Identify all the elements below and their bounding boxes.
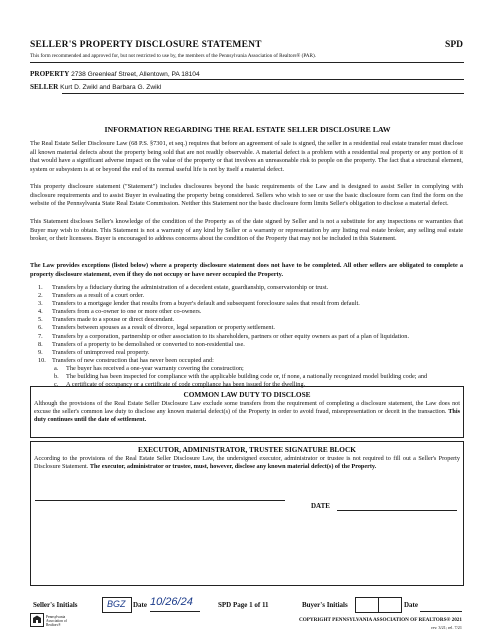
section-title: INFORMATION REGARDING THE REAL ESTATE SELLER DISCLOSURE LAW — [104, 125, 391, 134]
sub-exception-letter: a. — [54, 364, 59, 372]
exception-text: Transfers by a fiduciary during the administration of a decedent estate, guardianship, conservatorship or trust. — [52, 284, 329, 291]
exception-number: 9. — [38, 348, 43, 356]
property-field — [30, 70, 200, 78]
property-label: PROPERTY — [30, 70, 70, 78]
exception-item — [38, 292, 463, 300]
document-subtitle: This form recommended and approved for, but not restricted to use by, the members of the Pennsylvania Association of Realtors® (PAR). — [30, 53, 317, 59]
seller-underline — [62, 93, 464, 94]
executor-title: EXECUTOR, ADMINISTRATOR, TRUSTEE SIGNATURE BLOCK — [138, 445, 356, 454]
exception-number: 8. — [38, 340, 43, 348]
exception-text: Transfers between spouses as a result of divorce, legal separation or property settlement. — [52, 324, 275, 332]
sub-exception-text: The buyer has received a one-year warranty covering the construction; — [66, 364, 244, 372]
exception-number: 4. — [38, 308, 43, 316]
executor-date-line[interactable] — [337, 510, 457, 511]
exception-number: 7. — [38, 332, 43, 340]
exception-item — [38, 316, 463, 324]
sub-exception-item — [38, 373, 463, 381]
exception-item — [38, 341, 463, 349]
buyer-initials-label: Buyer's Initials — [302, 601, 348, 609]
exception-text: Transfers made to a spouse or direct descendant. — [52, 316, 175, 324]
exception-number: 3. — [38, 300, 43, 308]
exception-item — [38, 308, 463, 316]
executor-date-label: DATE — [311, 502, 330, 510]
logo-caption: Pennsylvania Association of Realtors® — [46, 615, 67, 628]
exception-text: Transfers of new construction that has never been occupied and: — [52, 356, 214, 364]
form-code: SPD — [445, 40, 463, 50]
page-indicator: SPD Page 1 of 11 — [218, 601, 269, 609]
property-underline — [72, 79, 464, 80]
seller-initials-label: Seller's Initials — [33, 601, 78, 609]
exception-text: Transfers of a property to be demolished or converted to non-residential use. — [52, 340, 245, 348]
common-law-title: COMMON LAW DUTY TO DISCLOSE — [183, 390, 311, 399]
exception-number: 2. — [38, 292, 43, 300]
exception-item — [38, 333, 463, 341]
document-title: SELLER'S PROPERTY DISCLOSURE STATEMENT — [30, 40, 262, 50]
exception-number: 6. — [38, 324, 43, 332]
seller-date-line[interactable] — [150, 611, 200, 612]
sub-exception-text: A certificate of occupancy or a certificate of code compliance has been issued for the dwelling. — [66, 381, 306, 389]
exception-text: Transfers from a co-owner to one or more other co-owners. — [52, 308, 202, 316]
exception-text: Transfers by a corporation, partnership or other association to its shareholders, partners or other equity owners as part of a plan of liquidation. — [52, 332, 410, 340]
sub-exception-item — [38, 365, 463, 373]
seller-field — [30, 83, 161, 91]
exception-text: Transfers of unimproved real property. — [52, 348, 150, 356]
buyer-initials-box-1[interactable] — [355, 597, 379, 613]
exception-item — [38, 357, 463, 365]
common-law-text: Although the provisions of the Real Estate Seller Disclosure Law exclude some transfers from the requirement of completing a disclosure statement, the Law does not excuse the seller's common law duty to disclose any known material defect(s) of the Property in order to avoid fraud, misrepresentation or deceit in the transaction. This duty continues until the date of settlement. — [34, 400, 460, 424]
revision-note: rev. 3/21; rel. 7/21 — [431, 625, 462, 630]
seller-label: SELLER — [30, 83, 59, 91]
executor-box — [30, 441, 464, 586]
common-law-box — [30, 386, 464, 438]
header-rule — [30, 62, 464, 63]
exception-item — [38, 284, 463, 292]
executor-text: According to the provisions of the Real Estate Seller Disclosure Law, the undersigned executor, administrator or trustee is not required to fill out a Seller's Property Disclosure Statement. The executor, administrator or trustee, must, however, disclose any known material defect(s) of the Property. — [34, 455, 460, 471]
property-value[interactable]: 2738 Greenleaf Street, Allentown, PA 18104 — [71, 71, 200, 78]
exception-text: Transfers to a mortgage lender that results from a buyer's default and subsequent foreclosure sales that result from default. — [52, 300, 360, 308]
exception-item — [38, 300, 463, 308]
exception-item — [38, 324, 463, 332]
paragraph-exceptions: The Law provides exceptions (listed below) where a property disclosure statement does not have to be completed. All other sellers are obligated to complete a property disclosure statement, even if they do not occupy or have never occupied the Property. — [30, 262, 463, 278]
exception-item — [38, 349, 463, 357]
paragraph-knowledge: This Statement discloses Seller's knowledge of the condition of the Property as of the date signed by Seller and is not a substitute for any inspections or warranties that Buyer may wish to obtain. This Statement is not a warranty of any kind by Seller or a warranty or representation by any listing real estate broker, any selling real estate broker, or their licensees. Buyer is encouraged to address concerns about the condition of the Property that may not be included in this Statement. — [30, 218, 463, 242]
buyer-date-label: Date — [404, 601, 418, 609]
seller-date-label: Date — [133, 601, 147, 609]
paragraph-statement: This property disclosure statement ("Statement") includes disclosures beyond the basic requirements of the Law and is designed to assist Seller in complying with disclosure requirements and to assist Buyer in evaluating the property being considered. Sellers who wish to see or use the basic disclosure form can find the form on the website of the Pennsylvania State Real Estate Commission. Neither this Statement nor the basic disclosure form limits Seller's obligation to disclose a material defect. — [30, 183, 463, 207]
executor-signature-line[interactable] — [35, 500, 285, 501]
sub-exception-letter: b. — [54, 373, 59, 381]
exception-number: 10. — [38, 356, 46, 364]
buyer-date-line[interactable] — [420, 611, 462, 612]
seller-initials-value: BGZ — [107, 599, 126, 609]
sub-exception-letter: c. — [54, 381, 59, 389]
exception-text: Transfers as a result of a court order. — [52, 292, 145, 300]
buyer-initials-box-2[interactable] — [378, 597, 402, 613]
exceptions-list — [38, 284, 463, 389]
exception-number: 1. — [38, 284, 43, 291]
seller-initials-box[interactable] — [102, 597, 132, 613]
copyright-notice: COPYRIGHT PENNSYLVANIA ASSOCIATION OF REALTORS® 2021 — [298, 617, 462, 623]
seller-value[interactable]: Kurt D. Zwikl and Barbara G. Zwikl — [60, 84, 162, 91]
exception-number: 5. — [38, 316, 43, 324]
paragraph-law: The Real Estate Seller Disclosure Law (68 P.S. §7301, et seq.) requires that before an agreement of sale is signed, the seller in a residential real estate transfer must disclose all known material defects about the property being sold that are not readily observable. A material defect is a problem with a residential real property or any portion of it that would have a significant adverse impact on the value of the property or that involves an unreasonable risk to people on the property. The fact that a structural element, system or subsystem is at or beyond the end of its normal useful life is not by itself a material defect. — [30, 140, 463, 173]
seller-date-value: 10/26/24 — [150, 596, 193, 608]
sub-exception-text: The building has been inspected for compliance with the applicable building code or, if none, a nationally recognized model building code; and — [66, 373, 428, 381]
realtor-logo-icon — [30, 613, 44, 627]
